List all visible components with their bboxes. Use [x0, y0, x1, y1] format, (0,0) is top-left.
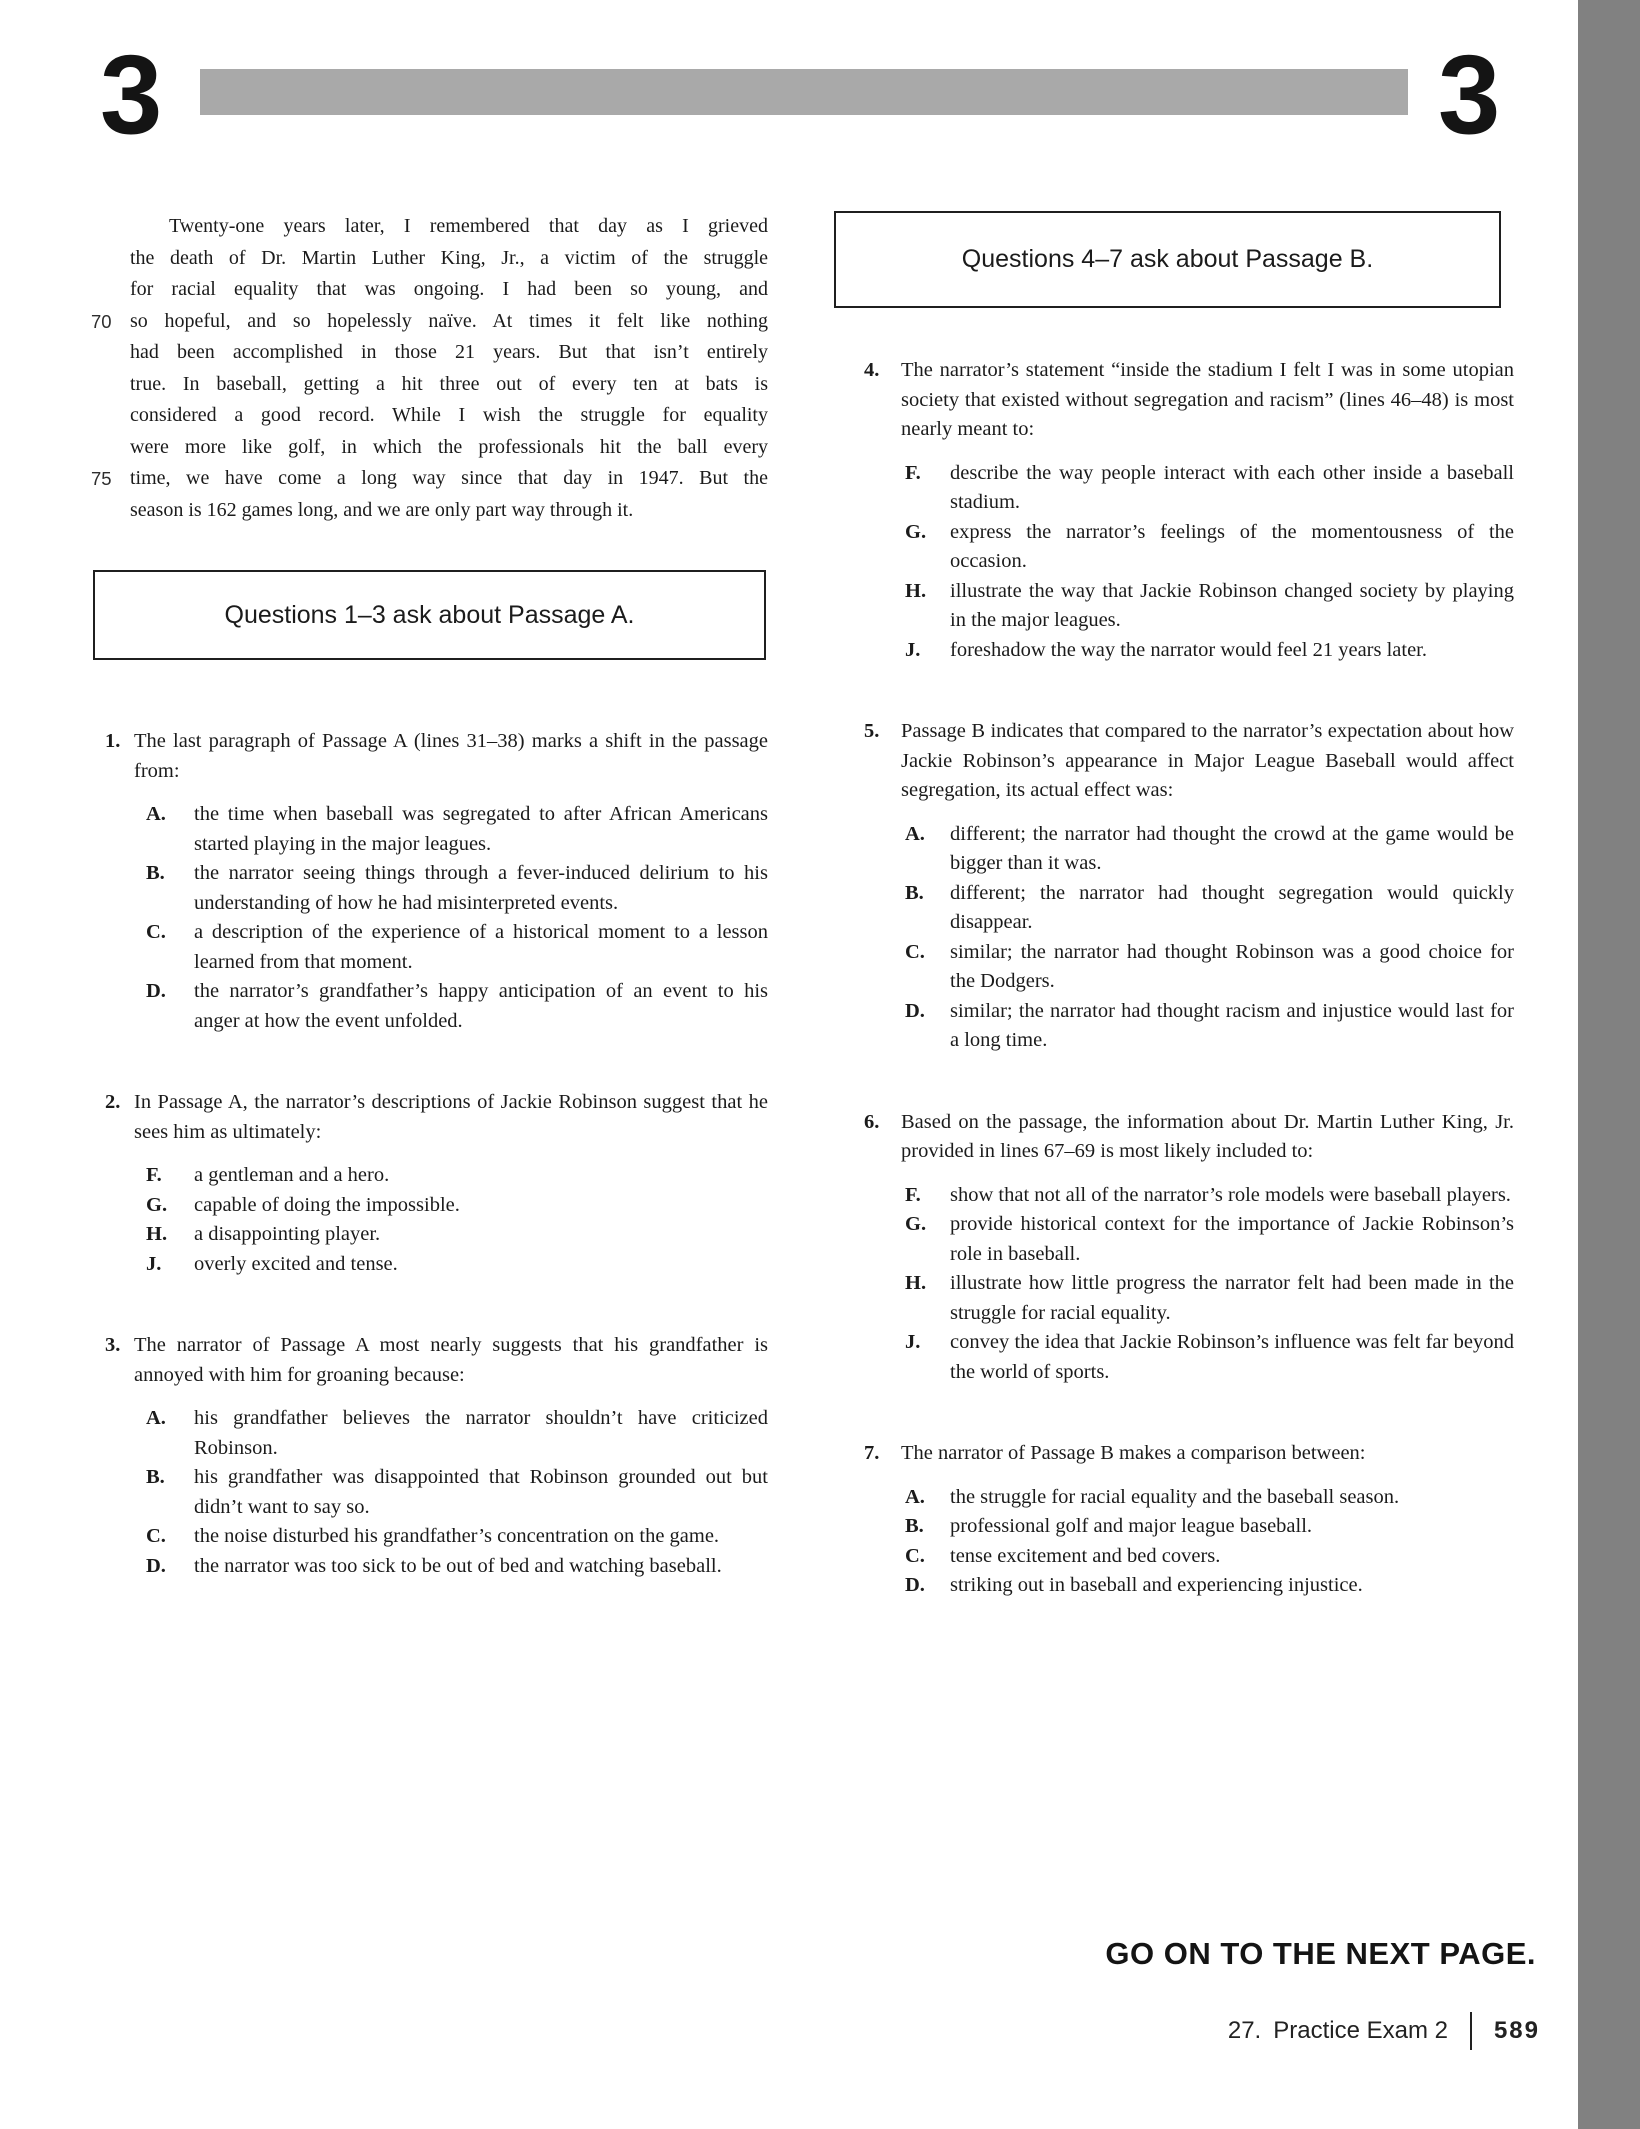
line-number: 70	[91, 310, 112, 332]
option-letter: C.	[146, 921, 166, 943]
option-letter: F.	[905, 1183, 921, 1206]
answer-option-5B: B. different; the narrator had thought segregation would quickly disappear.	[834, 879, 1514, 938]
answer-option-2H: H. a disappointing player.	[91, 1220, 768, 1250]
passage-line	[130, 432, 768, 464]
question-5	[834, 717, 1514, 1056]
passage-line-text: the death of Dr. Martin Luther King, Jr., a victim of the struggle	[130, 246, 768, 269]
header-bar	[200, 69, 1408, 115]
section-number-left: 3	[100, 32, 163, 157]
passage-line	[130, 274, 768, 306]
option-letter: F.	[146, 1164, 162, 1186]
option-letter: G.	[146, 1193, 168, 1216]
question-number: 7.	[864, 1442, 880, 1464]
answer-option-7A: A. the struggle for racial equality and the baseball season.	[834, 1483, 1514, 1513]
option-letter: J.	[905, 1331, 921, 1353]
option-letter: A.	[905, 822, 925, 845]
answer-option-6H: H. illustrate how little progress the narrator felt had been made in the struggle for racial equality.	[834, 1269, 1514, 1328]
passage-line-text: were more like golf, in which the professionals hit the ball every	[130, 435, 768, 458]
answer-option-2F: F. a gentleman and a hero.	[91, 1161, 768, 1191]
answer-option-3A: A. his grandfather believes the narrator shouldn’t have criticized Robinson.	[91, 1404, 768, 1463]
question-1	[91, 727, 768, 1036]
question-stem: 7. The narrator of Passage B makes a comparison between:	[834, 1439, 1514, 1469]
line-number: 75	[91, 468, 112, 489]
question-number: 4.	[864, 359, 880, 381]
answer-option-3B: B. his grandfather was disappointed that Robinson grounded out but didn’t want to say so.	[91, 1463, 768, 1522]
question-3	[91, 1331, 768, 1581]
answer-option-5D: D. similar; the narrator had thought racism and injustice would last for a long time.	[834, 997, 1514, 1056]
answer-options	[91, 1404, 768, 1581]
answer-option-7D: D. striking out in baseball and experiencing injustice.	[834, 1571, 1514, 1601]
passage-b-questions-box-label: Questions 4–7 ask about Passage B.	[961, 245, 1374, 273]
footer-separator	[1470, 2012, 1472, 2050]
left-column	[91, 205, 768, 1581]
option-letter: H.	[905, 1272, 927, 1294]
answer-option-7C: C. tense excitement and bed covers.	[834, 1542, 1514, 1572]
answer-options	[91, 1161, 768, 1279]
passage-line-text: so hopeful, and so hopelessly naïve. At times it felt like nothing	[130, 309, 768, 332]
answer-option-6F: F. show that not all of the narrator’s role models were baseball players.	[834, 1181, 1514, 1211]
option-letter: D.	[905, 1574, 925, 1596]
option-letter: G.	[905, 520, 927, 543]
answer-options	[834, 1483, 1514, 1601]
answer-option-3D: D. the narrator was too sick to be out of bed and watching baseball.	[91, 1552, 768, 1582]
option-letter: A.	[905, 1485, 925, 1508]
passage-line	[130, 337, 768, 369]
answer-option-4F: F. describe the way people interact with each other inside a baseball stadium.	[834, 459, 1514, 518]
section-number-right: 3	[1438, 32, 1501, 157]
question-number: 2.	[105, 1091, 121, 1113]
option-letter: D.	[146, 1554, 166, 1577]
passage-line	[130, 243, 768, 275]
passage-a-questions-box	[93, 570, 766, 660]
passage-line	[130, 400, 768, 432]
answer-option-4J: J. foreshadow the way the narrator would feel 21 years later.	[834, 636, 1514, 666]
passage-b-questions-box	[834, 211, 1501, 308]
questions-list-passage-b	[834, 356, 1514, 1601]
answer-option-4H: H. illustrate the way that Jackie Robinson changed society by playing in the major leagues.	[834, 577, 1514, 636]
option-letter: C.	[905, 1544, 925, 1567]
answer-option-6J: J. convey the idea that Jackie Robinson’s influence was felt far beyond the world of sports.	[834, 1328, 1514, 1387]
passage-line-text: for racial equality that was ongoing. I had been so young, and	[130, 278, 768, 300]
answer-option-1C: C. a description of the experience of a historical moment to a lesson learned from that moment.	[91, 918, 768, 977]
answer-option-1D: D. the narrator’s grandfather’s happy anticipation of an event to his anger at how the event unfolded.	[91, 977, 768, 1036]
option-letter: B.	[146, 862, 165, 884]
option-letter: H.	[905, 579, 927, 602]
footer-chapter-title: Practice Exam 2	[1273, 2017, 1448, 2044]
option-letter: B.	[905, 881, 924, 904]
passage-line-text: time, we have come a long way since that day in 1947. But the	[130, 467, 768, 489]
right-column	[834, 205, 1514, 1601]
option-letter: A.	[146, 1407, 166, 1429]
passage-line	[130, 211, 768, 243]
question-7	[834, 1439, 1514, 1601]
option-letter: A.	[146, 803, 166, 825]
option-letter: G.	[905, 1213, 927, 1235]
option-letter: C.	[905, 940, 925, 963]
option-letter: J.	[146, 1252, 162, 1275]
answer-option-5C: C. similar; the narrator had thought Robinson was a good choice for the Dodgers.	[834, 938, 1514, 997]
option-letter: D.	[146, 980, 166, 1002]
option-letter: J.	[905, 638, 921, 661]
answer-options	[834, 459, 1514, 666]
answer-option-6G: G. provide historical context for the importance of Jackie Robinson’s role in baseball.	[834, 1210, 1514, 1269]
answer-option-7B: B. professional golf and major league baseball.	[834, 1512, 1514, 1542]
question-6	[834, 1108, 1514, 1388]
questions-list-passage-a	[91, 727, 768, 1581]
passage-line-text: considered a good record. While I wish the struggle for equality	[130, 404, 768, 426]
answer-option-4G: G. express the narrator’s feelings of the momentousness of the occasion.	[834, 518, 1514, 577]
answer-option-1B: B. the narrator seeing things through a fever-induced delirium to his understanding of how he had misinterpreted events.	[91, 859, 768, 918]
question-stem: 4. The narrator’s statement “inside the stadium I felt I was in some utopian society that existed without segregation and racism” (lines 46–48) is most nearly meant to:	[834, 356, 1514, 445]
answer-option-2G: G. capable of doing the impossible.	[91, 1191, 768, 1221]
passage-line	[91, 463, 768, 495]
footer-page-number: 589	[1493, 2017, 1540, 2044]
option-letter: H.	[146, 1223, 168, 1245]
question-stem: 6. Based on the passage, the information about Dr. Martin Luther King, Jr. provided in lines 67–69 is most likely included to:	[834, 1108, 1514, 1167]
option-letter: C.	[146, 1525, 166, 1547]
question-number: 6.	[864, 1110, 880, 1133]
option-letter: D.	[905, 999, 925, 1022]
option-letter: B.	[146, 1466, 165, 1488]
answer-option-5A: A. different; the narrator had thought the crowd at the game would be bigger than it was.	[834, 820, 1514, 879]
passage-line-text: Twenty-one years later, I remembered that day as I grieved	[169, 215, 768, 237]
page-footer	[1228, 2012, 1540, 2050]
option-letter: F.	[905, 461, 921, 484]
passage-line-text: had been accomplished in those 21 years. But that isn’t entirely	[130, 341, 768, 363]
answer-options	[91, 800, 768, 1036]
footer-chapter-number: 27.	[1227, 2017, 1262, 2044]
go-on-instruction: GO ON TO THE NEXT PAGE.	[1105, 1936, 1536, 1971]
passage-line	[130, 495, 768, 527]
passage-line	[91, 306, 768, 338]
question-number: 1.	[105, 730, 121, 752]
question-2	[91, 1088, 768, 1279]
passage-line	[130, 369, 768, 401]
question-stem: 2. In Passage A, the narrator’s descriptions of Jackie Robinson suggest that he sees him as ultimately:	[91, 1088, 768, 1147]
answer-option-2J: J. overly excited and tense.	[91, 1250, 768, 1280]
page-edge-strip	[1578, 0, 1640, 2129]
question-number: 5.	[864, 720, 880, 742]
question-4	[834, 356, 1514, 665]
question-stem: 1. The last paragraph of Passage A (lines 31–38) marks a shift in the passage from:	[91, 727, 768, 786]
question-stem: 5. Passage B indicates that compared to the narrator’s expectation about how Jackie Robinson’s appearance in Major League Baseball would affect segregation, its actual effect was:	[834, 717, 1514, 806]
answer-option-3C: C. the noise disturbed his grandfather’s concentration on the game.	[91, 1522, 768, 1552]
option-letter: B.	[905, 1515, 924, 1537]
passage-line-text: true. In baseball, getting a hit three out of every ten at bats is	[130, 372, 768, 395]
answer-options	[834, 820, 1514, 1056]
answer-option-1A: A. the time when baseball was segregated to after African Americans started playing in the major leagues.	[91, 800, 768, 859]
answer-options	[834, 1181, 1514, 1388]
passage-a-questions-box-label: Questions 1–3 ask about Passage A.	[224, 600, 635, 629]
question-stem: 3. The narrator of Passage A most nearly suggests that his grandfather is annoyed with him for groaning because:	[91, 1331, 768, 1390]
question-number: 3.	[105, 1334, 121, 1356]
passage-line-text: season is 162 games long, and we are only part way through it.	[130, 498, 634, 521]
passage-text	[91, 205, 768, 526]
